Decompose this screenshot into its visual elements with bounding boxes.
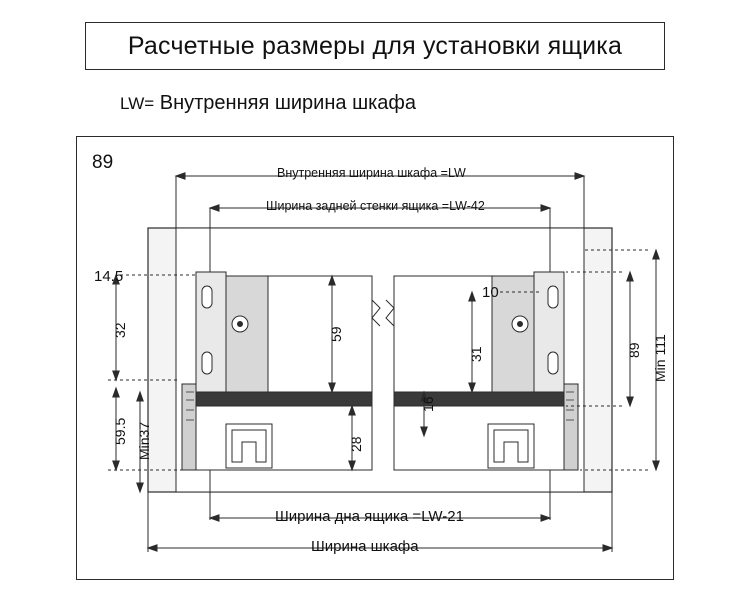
dim-bottom-width: Ширина дна ящика =LW-21 xyxy=(275,508,464,525)
dim-59: 59 xyxy=(328,326,344,342)
dim-59-5: 59.5 xyxy=(112,417,128,445)
dim-14-5: 14.5 xyxy=(94,268,124,285)
subtitle-lw-prefix: LW= xyxy=(120,94,155,113)
dim-16: 16 xyxy=(420,396,436,412)
dim-10: 10 xyxy=(482,284,499,301)
subtitle-text: Внутренняя ширина шкафа xyxy=(154,92,416,114)
dim-back-panel-width: Ширина задней стенки ящика =LW-42 xyxy=(266,199,485,213)
dim-min37: Min37 xyxy=(136,421,152,460)
dim-28: 28 xyxy=(348,436,364,452)
dim-top-inner-width: Внутренняя ширина шкафа =LW xyxy=(277,166,466,180)
corner-number: 89 xyxy=(92,152,114,173)
dim-32: 32 xyxy=(112,322,128,338)
dim-cabinet-width-alt: Ширина шкафа xyxy=(311,538,419,555)
dim-89: 89 xyxy=(626,342,642,358)
dim-31: 31 xyxy=(468,346,484,362)
page-title: Расчетные размеры для установки ящика xyxy=(127,31,623,60)
dim-min111: Min 111 xyxy=(652,334,668,382)
